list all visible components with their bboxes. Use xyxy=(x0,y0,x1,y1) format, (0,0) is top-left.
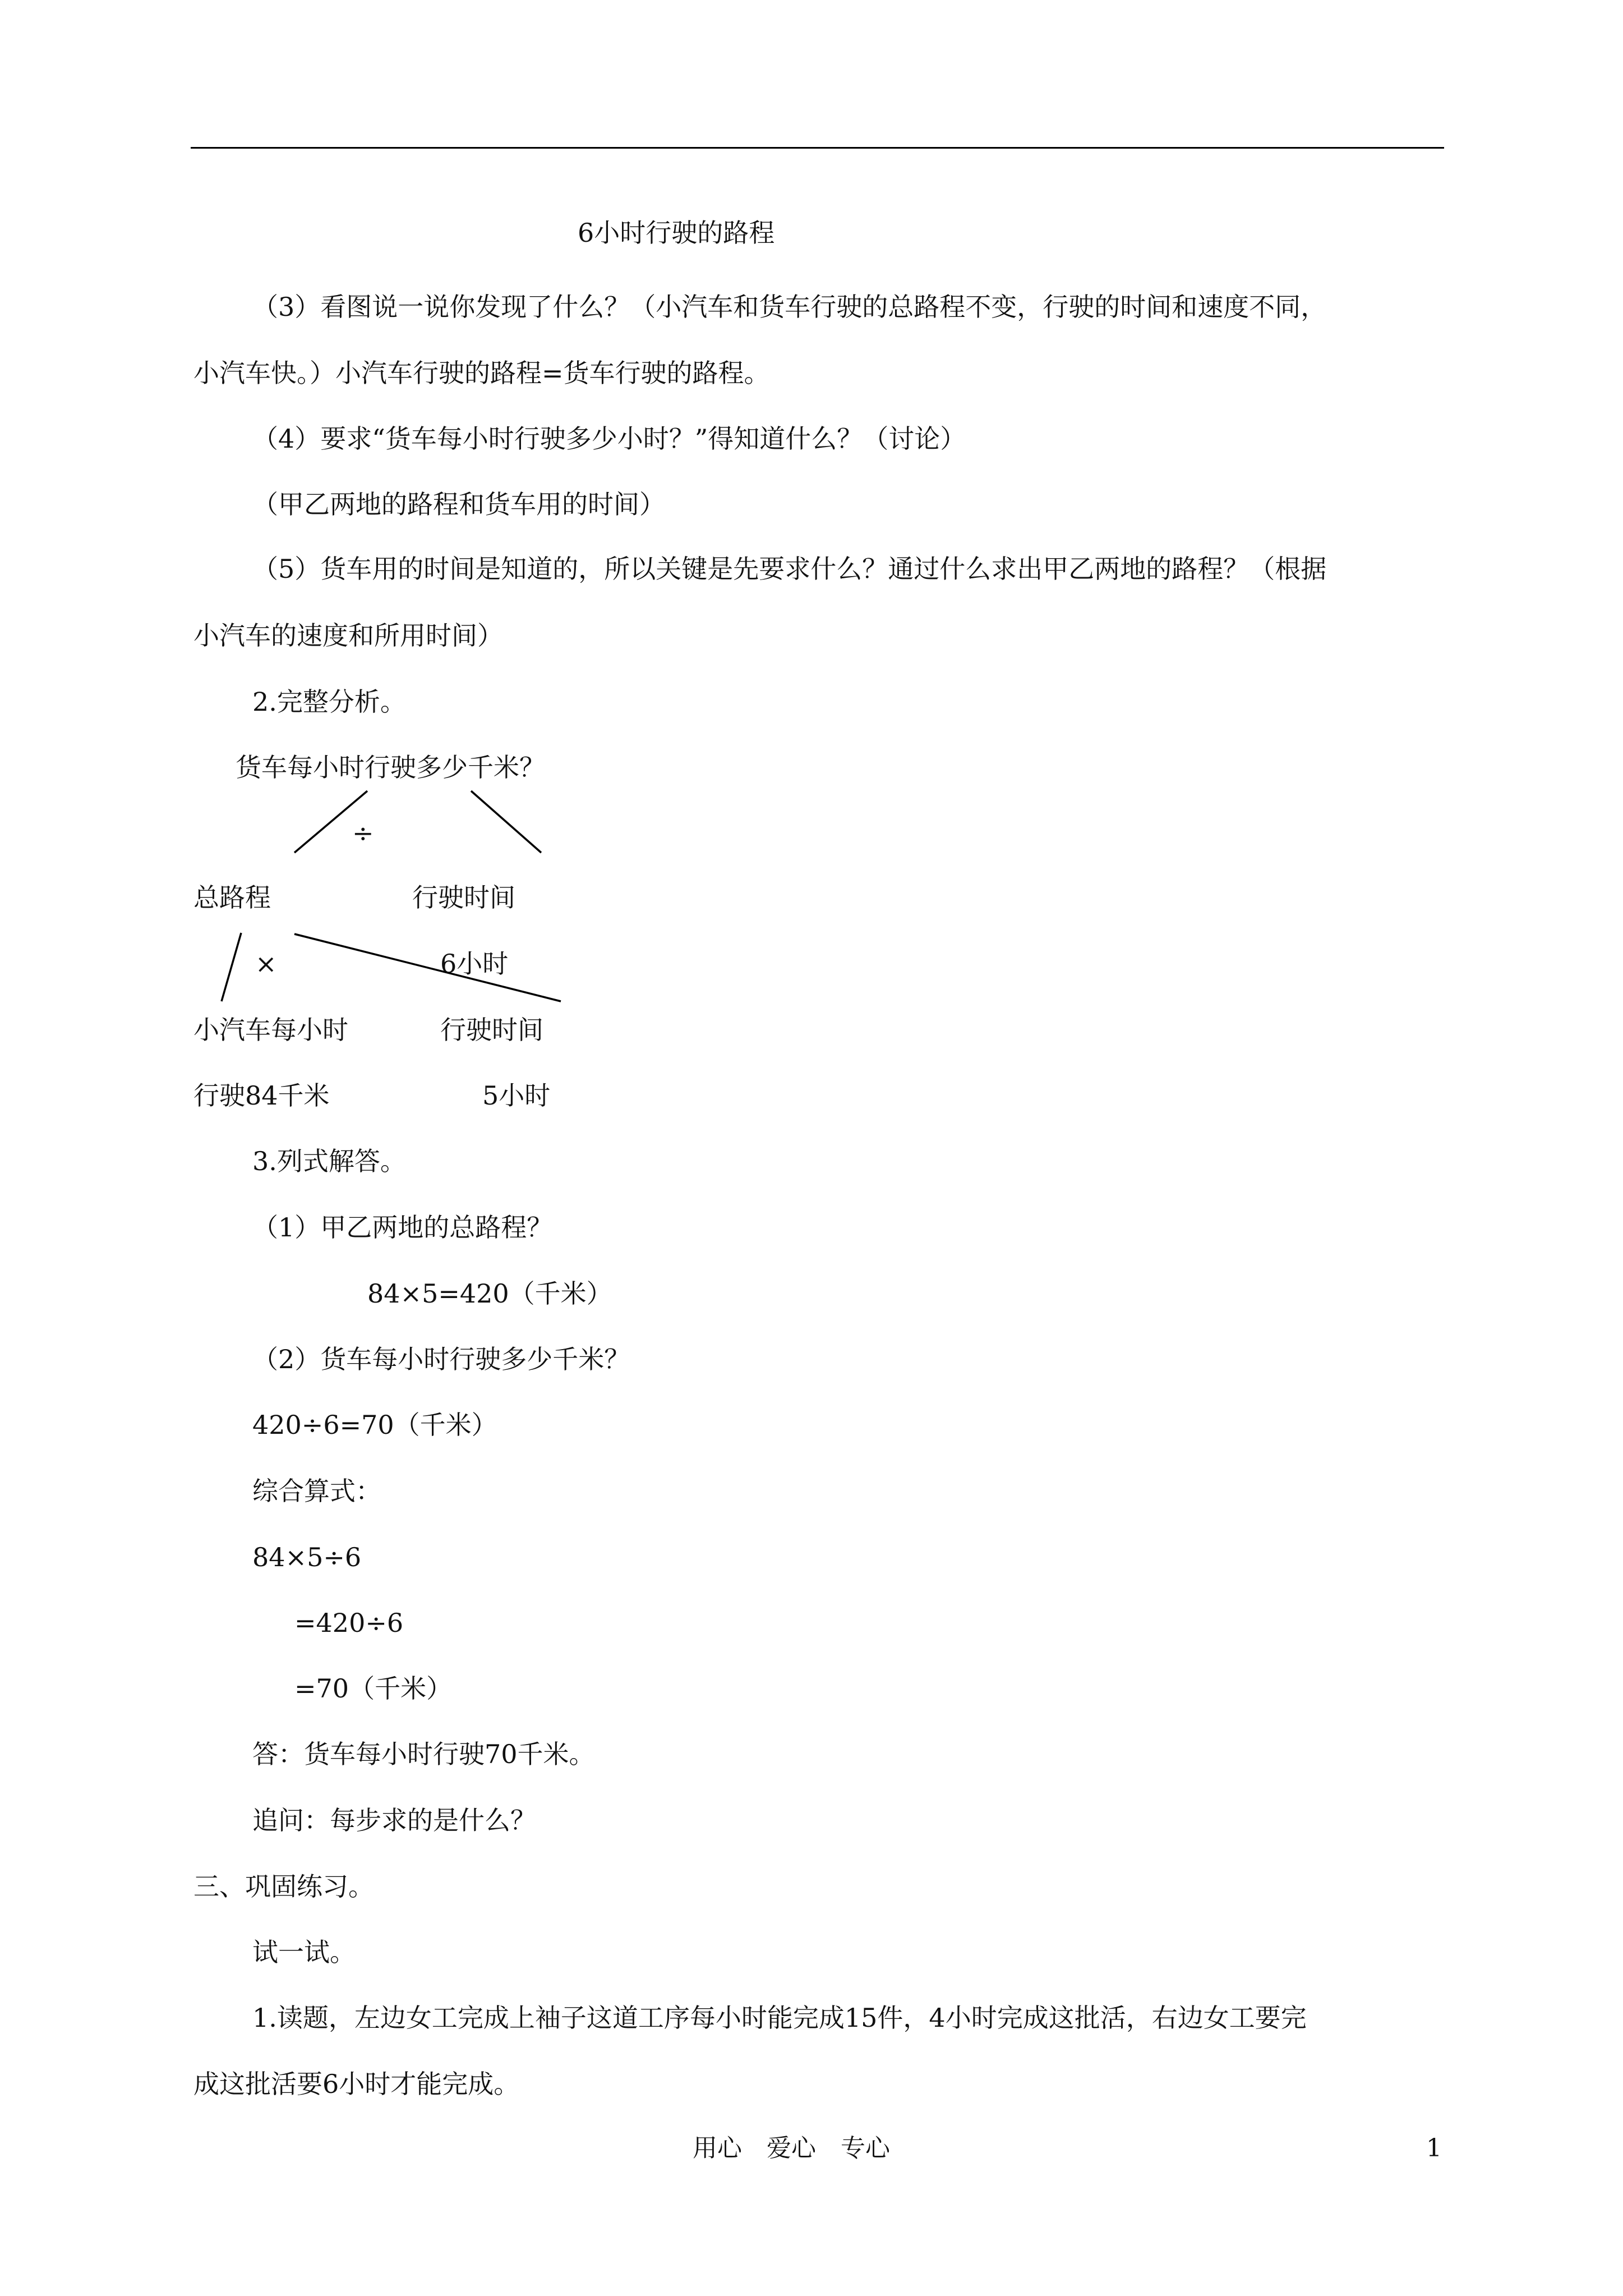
follow-up-question: 追问：每步求的是什么？ xyxy=(252,1805,536,1835)
tree-car-speed-label-line-1: 小汽车每小时 xyxy=(193,1015,348,1045)
question-1: （1）甲乙两地的总路程？ xyxy=(252,1212,553,1243)
exercise-1-line-2: 成这批活要6小时才能完成。 xyxy=(193,2069,520,2099)
combined-step-2: =420÷6 xyxy=(294,1608,404,1638)
tree-line-root-to-distance xyxy=(294,791,367,853)
exercise-1-line-1: 1.读题，左边女工完成上袖子这道工序每小时能完成15件，4小时完成这批活，右边女工要完 xyxy=(252,2003,1307,2033)
answer-line: 答：货车每小时行驶70千米。 xyxy=(252,1739,595,1769)
tree-division-operator: ÷ xyxy=(352,818,374,848)
paragraph-4: （4）要求“货车每小时行驶多少小时？”得知道什么？（讨论） xyxy=(252,424,966,454)
paragraph-4-answer: （甲乙两地的路程和货车用的时间） xyxy=(252,489,665,519)
tree-multiplication-operator: × xyxy=(255,949,277,979)
paragraph-3-line-2: 小汽车快。）小汽车行驶的路程=货车行驶的路程。 xyxy=(193,358,770,388)
combined-step-1: 84×5÷6 xyxy=(252,1542,362,1572)
footer-page-number: 1 xyxy=(1426,2134,1442,2162)
section-three-heading: 三、巩固练习。 xyxy=(193,1871,374,1902)
tree-car-speed-label-line-2: 行驶84千米 xyxy=(193,1080,330,1111)
tree-line-distance-to-speed xyxy=(222,933,241,1001)
tree-five-hours-label: 5小时 xyxy=(482,1080,551,1111)
equation-1: 84×5=420（千米） xyxy=(367,1278,612,1309)
tree-line-distance-to-car-time xyxy=(294,934,561,1001)
tree-root-label: 货车每小时行驶多少千米？ xyxy=(236,752,545,783)
paragraph-5-line-1: （5）货车用的时间是知道的，所以关键是先要求什么？通过什么求出甲乙两地的路程？（根据 xyxy=(252,554,1327,584)
section-3-heading: 3.列式解答。 xyxy=(252,1146,406,1176)
try-it-heading: 试一试。 xyxy=(252,1937,356,1967)
tree-line-root-to-time xyxy=(471,791,541,853)
paragraph-5-line-2: 小汽车的速度和所用时间） xyxy=(193,620,503,651)
combined-formula-heading: 综合算式： xyxy=(252,1476,381,1506)
question-2: （2）货车每小时行驶多少千米？ xyxy=(252,1344,630,1374)
tree-total-distance-label: 总路程 xyxy=(193,882,271,913)
paragraph-3-line-1: （3）看图说一说你发现了什么？（小汽车和货车行驶的总路程不变，行驶的时间和速度不同， xyxy=(252,292,1327,322)
tree-driving-time-label: 行驶时间 xyxy=(412,882,515,913)
tree-car-time-label: 行驶时间 xyxy=(440,1015,543,1045)
equation-2: 420÷6=70（千米） xyxy=(252,1410,497,1440)
section-2-heading: 2.完整分析。 xyxy=(252,687,406,717)
tree-six-hours-label: 6小时 xyxy=(440,949,509,979)
combined-step-3: =70（千米） xyxy=(294,1673,453,1704)
title-line: 6小时行驶的路程 xyxy=(578,218,775,248)
footer-motto: 用心 爱心 专心 xyxy=(693,2134,890,2162)
